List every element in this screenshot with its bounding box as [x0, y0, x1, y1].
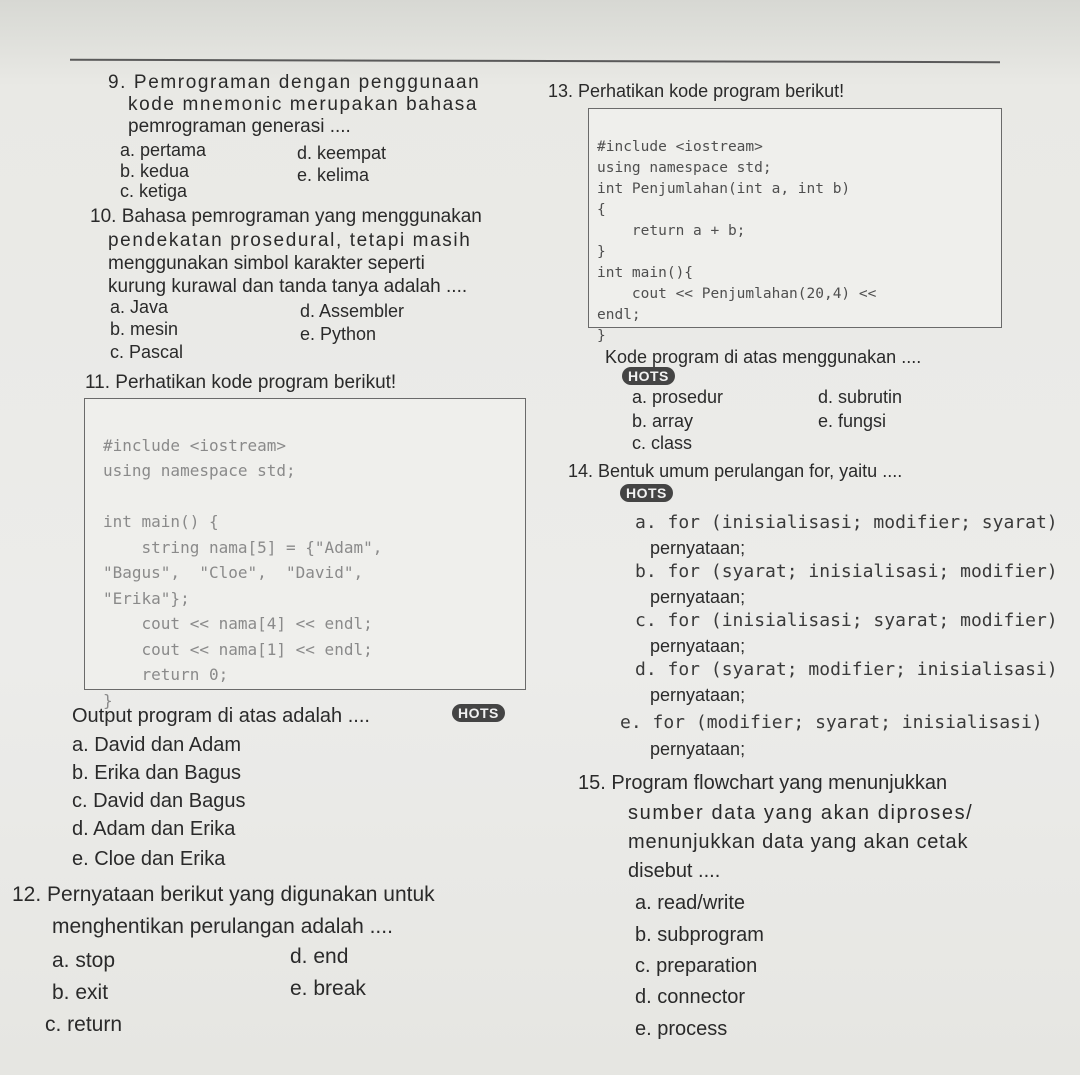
q12-option-d: d. end: [290, 945, 349, 968]
q10-text-line1: 10. Bahasa pemrograman yang menggunakan: [90, 206, 482, 227]
q11-option-d: d. Adam dan Erika: [72, 818, 236, 840]
q11-option-c: c. David dan Bagus: [72, 790, 246, 812]
q13-code-line: }: [597, 328, 606, 344]
q15-text-line3: menunjukkan data yang akan cetak: [628, 831, 969, 853]
q14-option-a-statement: pernyataan;: [650, 538, 746, 558]
q13-option-b: b. array: [632, 411, 694, 431]
q12-text-line1: 12. Pernyataan berikut yang digunakan untuk: [12, 883, 435, 906]
q13-code-line: }: [597, 244, 606, 260]
q9-option-a: a. pertama: [120, 140, 207, 160]
q12-option-a: a. stop: [52, 949, 116, 972]
q15-text-line2: sumber data yang akan diproses/: [628, 802, 974, 824]
q11-code-line: using namespace std;: [103, 461, 296, 480]
q13-text-line1: 13. Perhatikan kode program berikut!: [548, 81, 845, 101]
q9-option-d: d. keempat: [297, 143, 387, 163]
q10-option-d: d. Assembler: [300, 301, 405, 321]
q13-code-line: using namespace std;: [597, 160, 772, 176]
q14-option-e: e. for (modifier; syarat; inisialisasi): [620, 712, 1043, 733]
q11-code-line: "Bagus", "Cloe", "David",: [103, 563, 364, 582]
q9-text-line1: 9. Pemrograman dengan penggunaan: [108, 72, 481, 93]
q12-option-e: e. break: [290, 977, 366, 1000]
q15-option-c: c. preparation: [635, 955, 758, 977]
q14-option-d: d. for (syarat; modifier; inisialisasi): [635, 659, 1058, 680]
q11-code-line: "Erika"};: [103, 588, 190, 608]
q10-option-c: c. Pascal: [110, 342, 184, 362]
q10-option-e: e. Python: [300, 324, 377, 344]
q14-text-line1: 14. Bentuk umum perulangan for, yaitu ....: [568, 461, 903, 481]
q9-option-c: c. ketiga: [120, 181, 188, 201]
q9-option-e: e. kelima: [297, 165, 370, 185]
q13-option-a: a. prosedur: [632, 387, 724, 407]
q15-option-e: e. process: [635, 1018, 728, 1040]
q11-text-line1: 11. Perhatikan kode program berikut!: [85, 372, 397, 393]
q13-option-c: c. class: [632, 433, 693, 453]
q11-code-line: int main() {: [103, 512, 219, 531]
q10-text-line2: pendekatan prosedural, tetapi masih: [108, 230, 472, 251]
q15-option-b: b. subprogram: [635, 924, 764, 946]
q10-text-line4: kurung kurawal dan tanda tanya adalah ....: [108, 276, 468, 297]
q9-text-line3: pemrograman generasi ....: [128, 116, 351, 137]
q11-code-line: cout << nama[4] << endl;: [103, 614, 373, 633]
q14-option-e-statement: pernyataan;: [650, 739, 746, 759]
q13-code-line: int Penjumlahan(int a, int b): [597, 181, 851, 197]
q13-hots-badge: HOTS: [622, 367, 675, 385]
q11-code-line: #include <iostream>: [103, 435, 287, 455]
q13-code-line: cout << Penjumlahan(20,4) <<: [597, 286, 877, 302]
q15-option-d: d. connector: [635, 986, 746, 1008]
q11-code-line: [103, 484, 382, 510]
q11-option-b: b. Erika dan Bagus: [72, 762, 241, 784]
q11-option-e: e. Cloe dan Erika: [72, 848, 226, 870]
q15-text-line1: 15. Program flowchart yang menunjukkan: [578, 772, 948, 794]
q13-option-d: d. subrutin: [818, 387, 903, 407]
q13-code-line: endl;: [597, 307, 641, 323]
q11-code-line: return 0;: [103, 665, 229, 684]
q10-option-b: b. mesin: [110, 319, 179, 339]
q13-code-line: return a + b;: [597, 223, 746, 239]
q12-option-b: b. exit: [52, 981, 109, 1004]
q14-hots-badge: HOTS: [620, 484, 673, 502]
q14-option-c: c. for (inisialisasi; syarat; modifier): [635, 610, 1058, 631]
q11-code-line: string nama[5] = {"Adam",: [103, 537, 383, 557]
q14-option-a: a. for (inisialisasi; modifier; syarat): [635, 512, 1058, 533]
q9-text-line2: kode mnemonic merupakan bahasa: [128, 94, 479, 115]
q11-code-line: cout << nama[1] << endl;: [103, 639, 373, 659]
q13-code-line: int main(){: [597, 265, 694, 281]
q14-option-b: b. for (syarat; inisialisasi; modifier): [635, 561, 1058, 582]
q13-question: Kode program di atas menggunakan ....: [605, 347, 922, 367]
q11-code-line: }: [103, 690, 113, 710]
q11-hots-badge: HOTS: [452, 704, 505, 722]
q15-option-a: a. read/write: [635, 892, 746, 914]
q12-option-c: c. return: [45, 1013, 123, 1036]
q10-option-a: a. Java: [110, 297, 169, 317]
q14-option-b-statement: pernyataan;: [650, 587, 746, 607]
q11-code-box: [84, 398, 526, 710]
q14-option-d-statement: pernyataan;: [650, 685, 746, 705]
q13-code-line: #include <iostream>: [597, 139, 763, 155]
q14-option-c-statement: pernyataan;: [650, 636, 746, 656]
q13-code-box: [588, 108, 1002, 344]
q9-option-b: b. kedua: [120, 161, 190, 181]
q11-question: Output program di atas adalah ....: [72, 705, 370, 727]
q15-text-line4: disebut ....: [628, 860, 721, 882]
q12-text-line2: menghentikan perulangan adalah ....: [52, 915, 393, 938]
page-top-rule: [70, 59, 1000, 63]
q13-option-e: e. fungsi: [818, 411, 887, 431]
q10-text-line3: menggunakan simbol karakter seperti: [108, 253, 425, 274]
q11-option-a: a. David dan Adam: [72, 734, 241, 756]
q13-code-line: {: [597, 202, 606, 218]
